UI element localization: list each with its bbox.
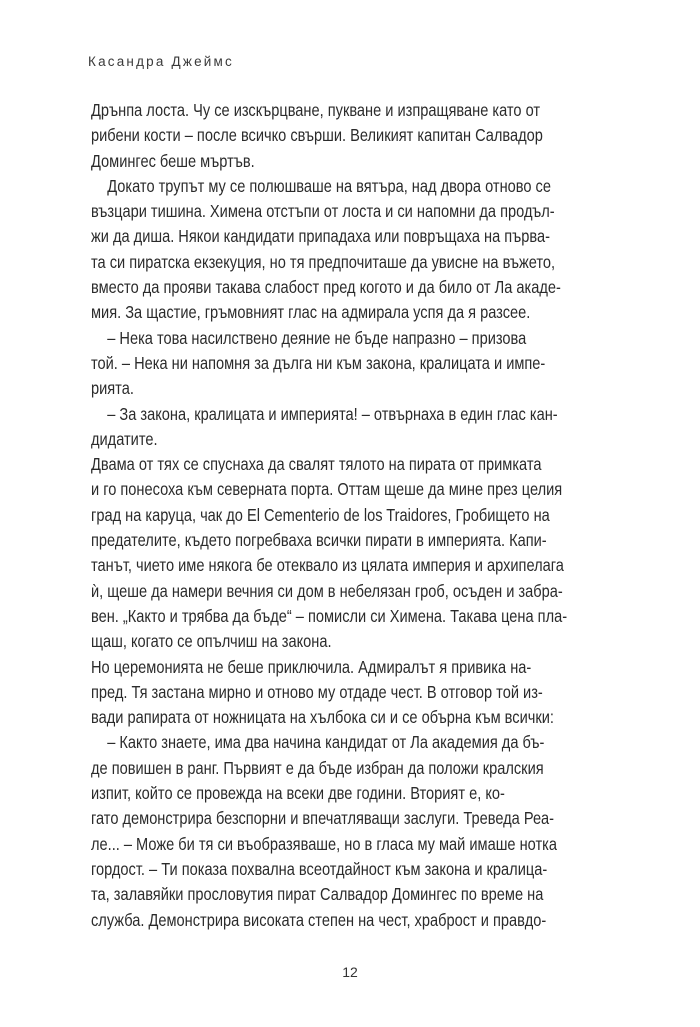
text-line: Домингес беше мъртъв. [91, 150, 255, 171]
text-line: Двама от тях се спуснаха да свалят тялото на пирата от примката [91, 454, 542, 475]
text-line: възцари тишина. Химена отстъпи от лоста и си напомни да продъл- [91, 201, 555, 222]
page-number: 12 [342, 964, 358, 980]
text-line: та си пиратска екзекуция, но тя предпочиташе да увисне на въжето, [91, 251, 556, 272]
text-line: служба. Демонстрира високата степен на чест, храброст и правдо- [91, 909, 547, 930]
text-line: рибени кости – после всичко свърши. Великият капитан Салвадор [91, 125, 543, 146]
text-line: гато демонстрира безспорни и впечатляващи заслуги. Треведа Реа- [91, 808, 555, 829]
text-line: танът, чието име някога бе отеквало из цялата империя и архипелага [91, 555, 564, 576]
text-line: дидатите. [91, 428, 158, 449]
text-line: Дрънпа лоста. Чу се изскърцване, пукване и изпращяване като от [91, 100, 541, 120]
text-line: ѝ, щеше да намери вечния си дом в небелязан гроб, осъден и забра- [91, 580, 563, 601]
text-line: рията. [91, 378, 134, 399]
body-text [91, 98, 619, 933]
text-line: де повишен в ранг. Първият е да бъде избран да положи кралския [91, 757, 544, 778]
text-line: предателите, където погребваха всички пирати в империята. Капи- [91, 530, 547, 551]
text-line: вади рапирата от ножницата на хълбока си и се обърна към всички: [91, 707, 554, 728]
text-line: вен. „Както и трябва да бъде“ – помисли си Химена. Такава цена пла- [91, 605, 568, 626]
text-line: град на каруца, чак до El Cementerio de los Traidores, Гробището на [91, 504, 550, 525]
text-line: и го понесоха към северната порта. Оттам щеше да мине през целия [91, 479, 563, 500]
text-line: Но церемонията не беше приключила. Адмиралът я привика на- [91, 656, 532, 677]
text-line: пред. Тя застана мирно и отново му отдаде чест. В отговор той из- [91, 681, 543, 702]
text-line: та, залавяйки прословутия пират Салвадор Домингес по време на [91, 884, 544, 905]
text-line: той. – Нека ни напомня за дълга ни към закона, кралицата и импе- [91, 352, 546, 373]
text-line: Докато трупът му се полюшваше на вятъра, над двора отново се [91, 175, 551, 196]
text-line: – Нека това насилствено деяние не бъде напразно – призова [91, 327, 527, 348]
text-line: изпит, който се провежда на всеки две години. Вторият е, ко- [91, 783, 505, 804]
text-line: щаш, когато се опълчиш на закона. [91, 631, 332, 652]
text-line: – Както знаете, има два начина кандидат от Ла академия да бъ- [91, 732, 545, 753]
text-line: мия. За щастие, гръмовният глас на адмирала успя да я разсее. [91, 302, 531, 323]
text-line: вместо да прояви такава слабост пред когото и да било от Ла акаде- [91, 277, 561, 298]
running-head-author: Касандра Джеймс [88, 54, 234, 69]
text-line: гордост. – Ти показа похвална всеотдайност към закона и кралица- [91, 858, 548, 879]
text-line: ле... – Може би тя си въобразяваше, но в гласа му май имаше нотка [91, 833, 557, 854]
text-line: – За закона, кралицата и империята! – отвърнаха в един глас кан- [91, 403, 558, 424]
text-line: жи да диша. Някои кандидати припадаха или повръщаха на първа- [91, 226, 550, 247]
